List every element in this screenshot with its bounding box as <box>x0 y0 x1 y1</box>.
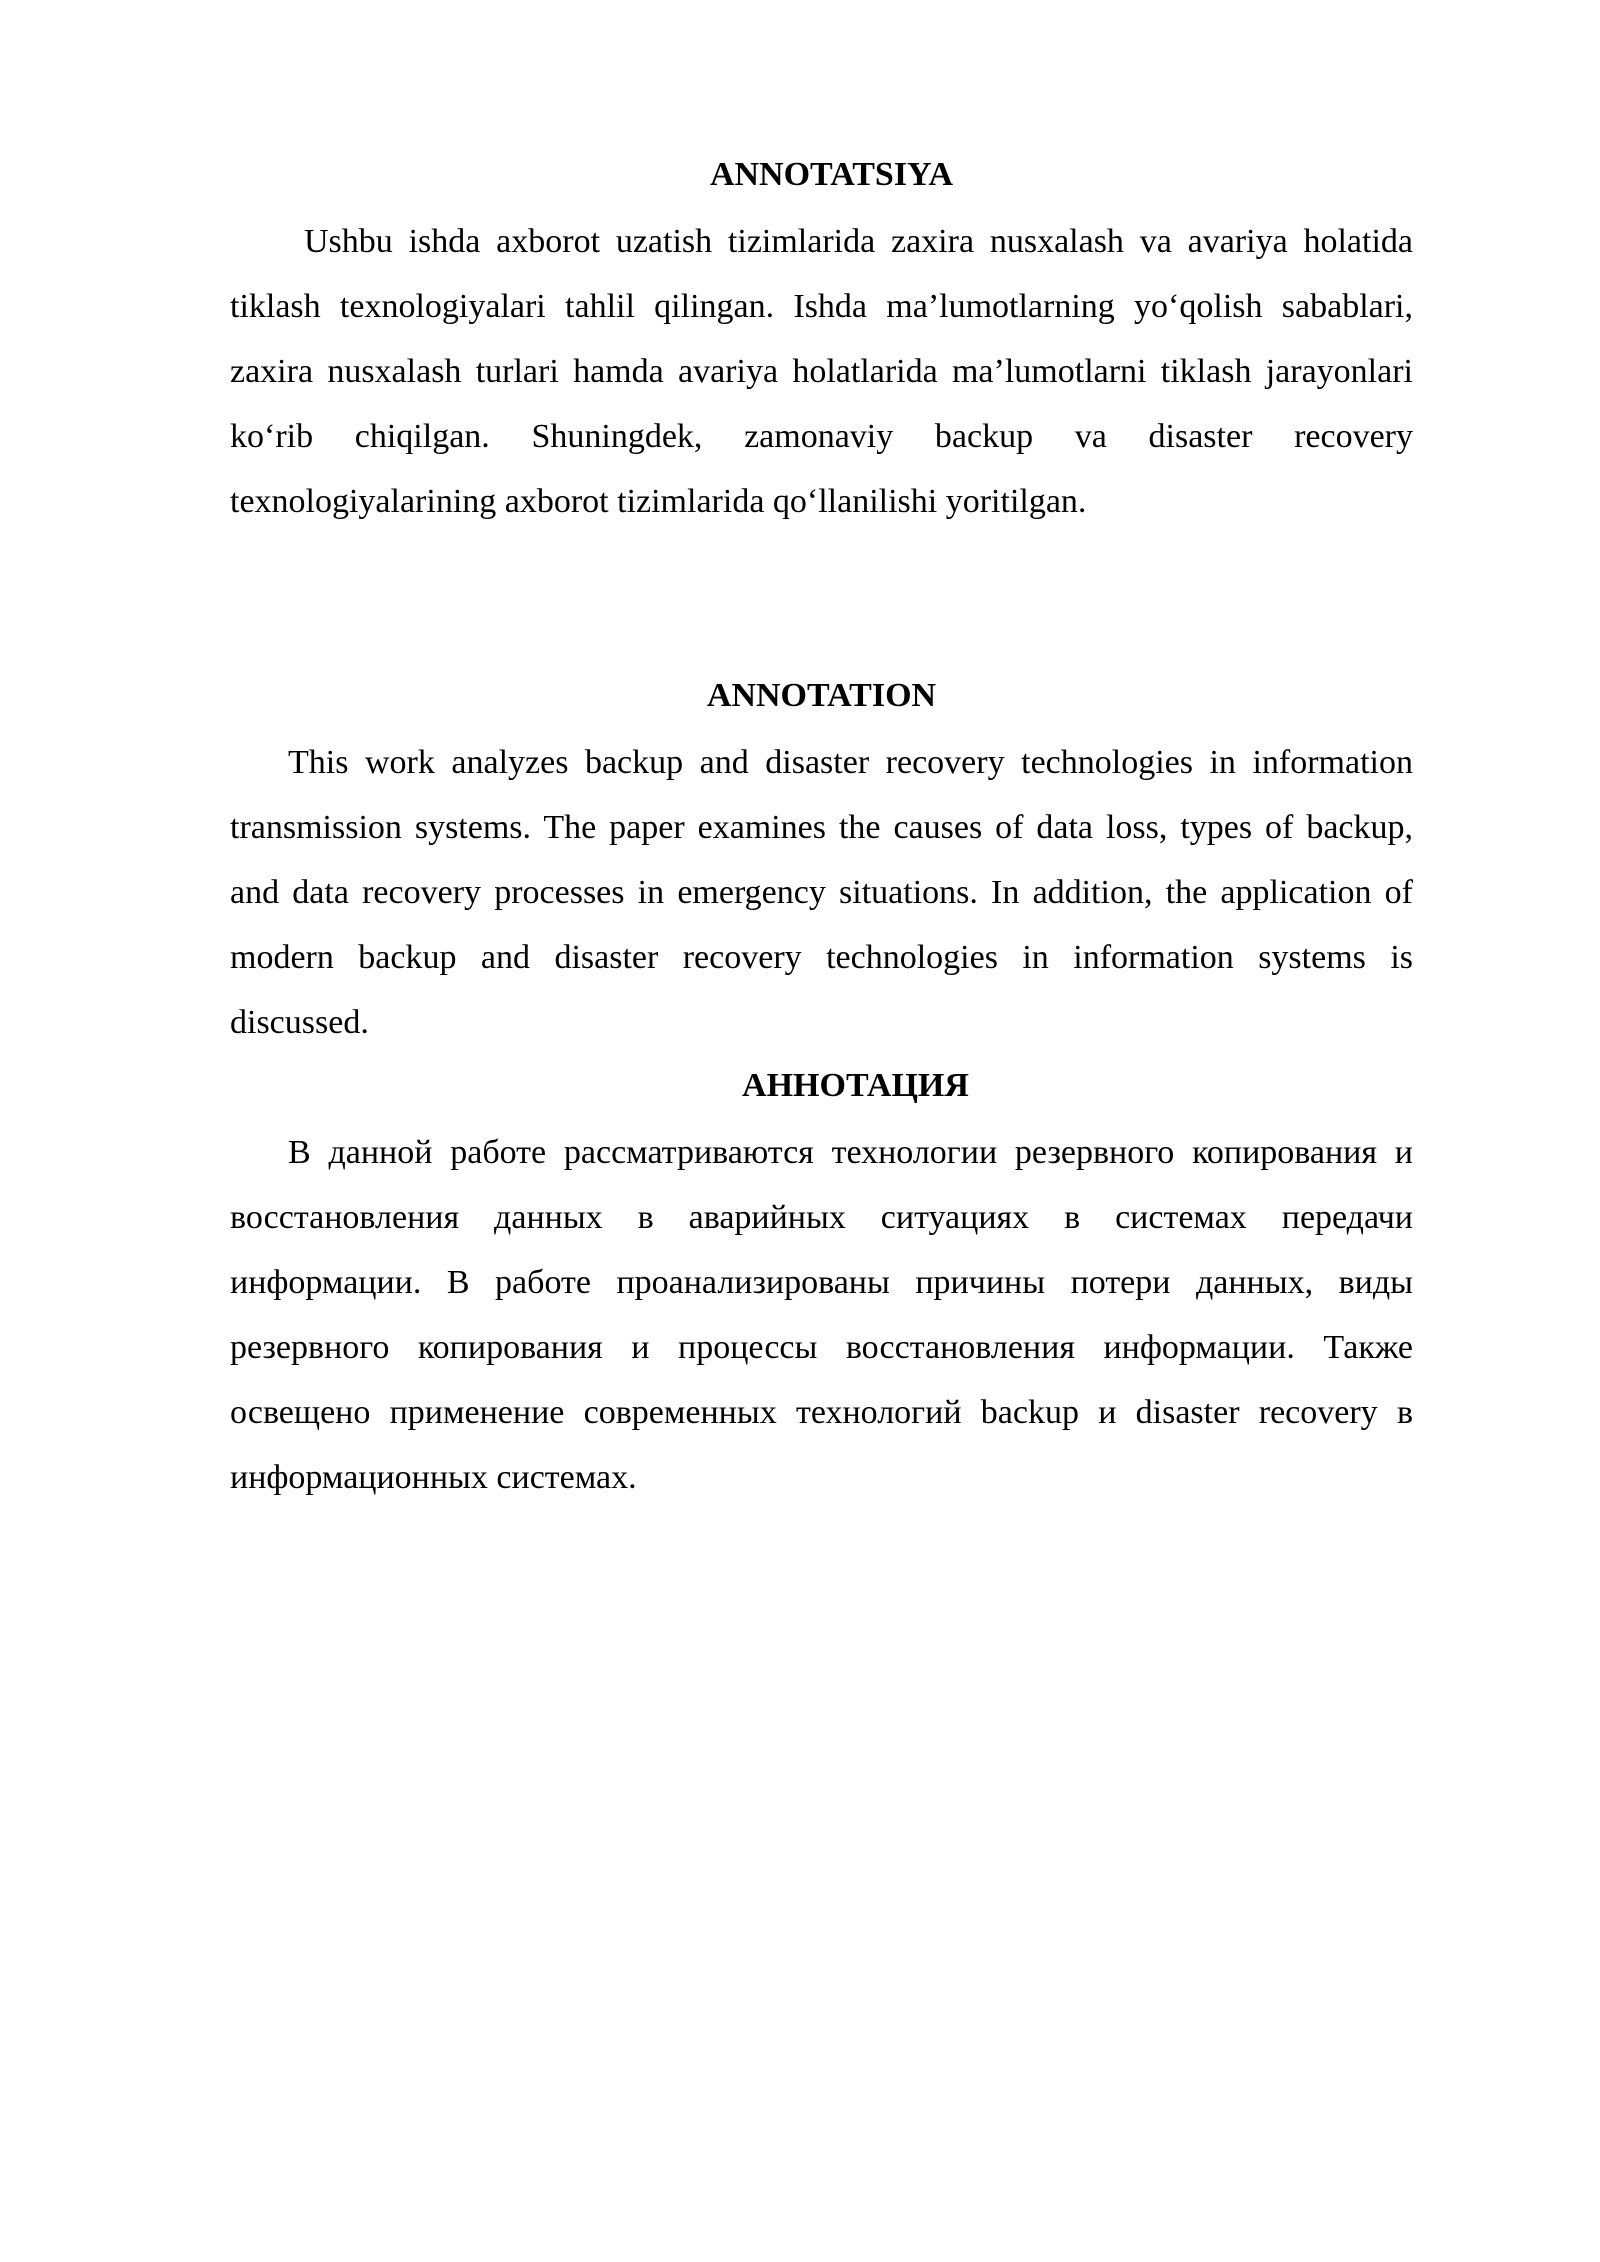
paragraph-russian: В данной работе рассматриваются технологии резервного копирования и восстановления данных в аварийных ситуациях в системах передачи информации. В работе проанализированы причины потери данных, виды резервного копирования и процессы восстановления информации. Также освещено применение современных технологий backup и disaster recovery в информационных системах. <box>230 1134 1413 1496</box>
heading-annotatsiya: ANNOTATSIYA <box>709 156 954 193</box>
heading-annotatsiya-russian: АННОТАЦИЯ <box>742 1067 969 1104</box>
heading-annotation: ANNOTATION <box>706 677 937 714</box>
paragraph-uzbek: Ushbu ishda axborot uzatish tizimlarida zaxira nusxalash va avariya holatida tiklash texnologiyalari tahlil qilingan. Ishda ma’lumotlarning yo‘qolish sabablari, zaxira nusxalash turlari hamda avariya holatlarida ma’lumotlarni tiklash jarayonlari ko‘rib chiqilgan. Shuningdek, zamonaviy backup va disaster recovery texnologiyalarining axborot tizimlarida qo‘llanilishi yoritilgan. <box>230 223 1413 520</box>
paragraph-english: This work analyzes backup and disaster recovery technologies in information transmission systems. The paper examines the causes of data loss, types of backup, and data recovery processes in emergency situations. In addition, the application of modern backup and disaster recovery technologies in information systems is discussed. <box>230 744 1413 1041</box>
